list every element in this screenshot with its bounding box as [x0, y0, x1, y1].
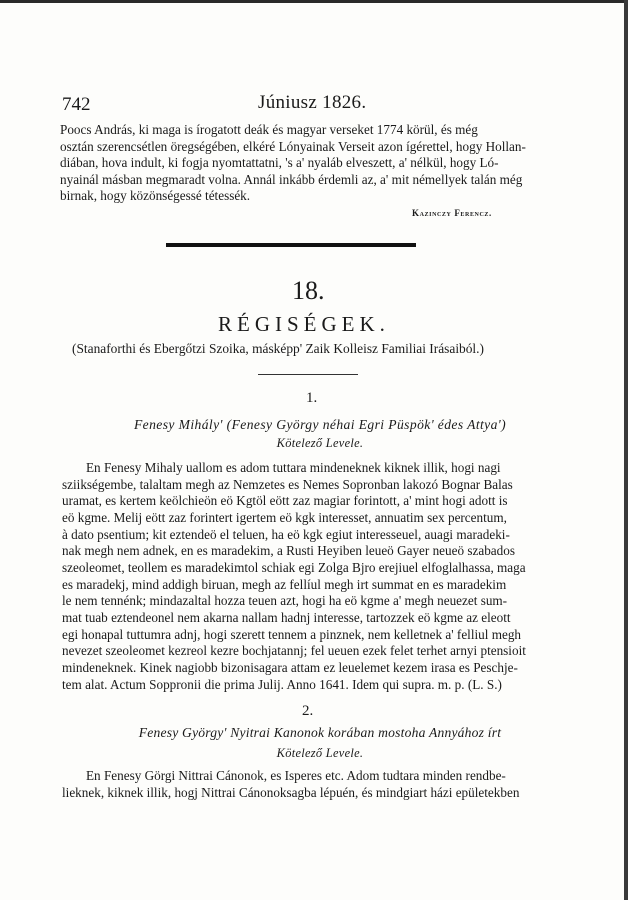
section-divider [166, 243, 416, 247]
paragraph-line: tem alat. Actum Soppronii die prima Julij. Anno 1641. Idem qui supra. m. p. (L. S.) [62, 676, 502, 692]
intro-paragraph [60, 122, 578, 205]
paragraph-line: birnak, hogy közönségessé tétessék. [60, 188, 251, 204]
item-number: 2. [302, 703, 314, 719]
paragraph-line: szeoleomet, teollem es maradekimtol schiak egi Zolga Bjro erejiuel elfoglalhassa, maga [62, 559, 526, 575]
paragraph-line: mat tuab eztendeonel nem akarna nallam hadnj interesse, tartozzek eö kgme az eleott [62, 609, 511, 625]
subtitle-rule [258, 374, 358, 375]
page-edge-right [624, 0, 628, 900]
page-edge-top [0, 0, 628, 3]
item-title-sub: Kötelező Levele. [276, 746, 364, 760]
paragraph-line: mindeneknek. Kinek nagiobb bizonisagara attam ez leuelemet kezem irasa es Peschje- [62, 659, 518, 675]
section-title: RÉGISÉGEK. [218, 312, 390, 336]
item-title: Fenesy György' Nyitrai Kanonok korában mostoha Annyához írt [138, 725, 502, 740]
paragraph-line: egi honapal tuttumra adnj, hogi szerett tennem a pinznek, nem kelletnek a' felliul megh [62, 626, 522, 642]
item-title-sub: Kötelező Levele. [276, 436, 364, 450]
paragraph-line: En Fenesy Mihaly uallom es adom tuttara mindeneknek kiknek illik, hogi nagi [86, 460, 501, 475]
paragraph-line: osztán szerencsétlen öregségében, elkéré Lónyainak Verseit azon ígérettel, hogy Hollan- [60, 138, 526, 154]
paragraph-line: le nem tennénk; mindazaltal hozza teuen azt, hogi ha eö kgme a' megh neuezet sum- [62, 593, 508, 609]
running-head: Júniusz 1826. [258, 92, 367, 113]
paragraph-line: nevezet szeoleomet kezreol kezre bochjatannj; fel ueuen ezek felet terhet arnyi ptensioit [62, 643, 526, 659]
paragraph-line: uramat, es kertem keölchieön eö Kgtöl eött zaz magiar forintott, a' mint hogi adott is [62, 493, 508, 509]
item-title: Fenesy Mihály' (Fenesy György néhai Egri Püspök' édes Attya') [133, 417, 507, 432]
item-number: 1. [306, 390, 318, 406]
page-header [62, 94, 582, 118]
letter-body [62, 460, 582, 693]
paragraph-line: nyainál másban megmaradt volna. Annál inkább érdemli az, a' mit némellyek talán még [60, 171, 523, 187]
paragraph-line: nak megh nem adnek, en es maradekim, a Rusti Heyiben leueö Gayer neueö szabados [62, 543, 515, 559]
paragraph-line: Poocs András, ki maga is írogatott deák és magyar verseket 1774 körül, és még [60, 122, 478, 137]
paragraph-line: sziikségembe, talaltam megh az Nemzetes es Nemes Sopronban lakozó Bognar Balas [62, 476, 513, 492]
paragraph-line: eö kgme. Melij eött zaz forintert igertem eö kgk interesset, annuatim sex percentum, [62, 509, 507, 525]
author-signature: Kazinczy Ferencz. [412, 208, 492, 218]
paragraph-line: es maradekj, mind addigh biruan, megh az fellíul megh irt summat en es maradekim [62, 576, 507, 592]
paragraph-line: En Fenesy Görgi Nittrai Cánonok, es Isperes etc. Adom tudtara minden rendbe- [86, 768, 506, 783]
letter-body [62, 768, 582, 801]
section-number: 18. [292, 276, 325, 305]
section-subtitle: (Stanaforthi és Ebergőtzi Szoika, másképp' Zaik Kolleisz Familiai Irásaiból.) [72, 341, 484, 356]
paragraph-line: diában, hova indult, ki fogja nyomtattatni, 's a' nyaláb elveszett, a' nélkül, hogy Ló- [60, 155, 499, 171]
paragraph-line: lieknek, kiknek illik, hogj Nittrai Cánonoksagba lépuén, és mindgiart házi epületekben [62, 784, 520, 800]
paragraph-line: à dato psentium; kit eztendeö el teluen, ha eö kgk egiut interesseuel, auagi maradeki- [62, 526, 510, 542]
page-number: 742 [62, 94, 91, 115]
